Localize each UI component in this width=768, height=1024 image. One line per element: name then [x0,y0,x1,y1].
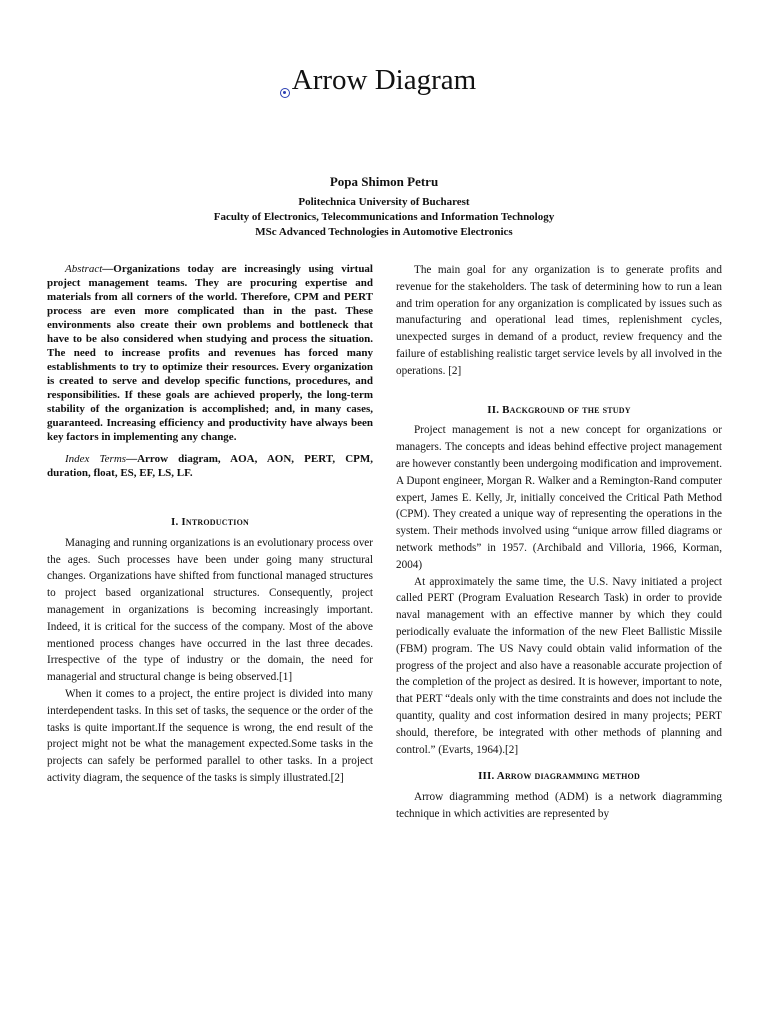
background-paragraph-2: At approximately the same time, the U.S. Navy initiated a project called PERT (Program Evaluation Research Task) in order to provide naval management with an effective manner by which they could periodically evaluate the information of the new Fleet Ballistic Missile (FBM) program. The US Navy could obtain valid information of the progress of the project and also have a reasonable accurate projection of the completion of the project as desired. It is however, important to note, that PERT “deals only with the time constraints and does not include the quantity, quality and cost information desired in many projects; PERT should, therefore, be integrated with other methods of planning and control.” (Evarts, 1964).[2] [396,575,722,756]
paper-title [292,64,476,97]
affiliation-faculty: Faculty of Electronics, Telecommunications and Information Technology [213,211,555,223]
abstract-text: —Organizations today are increasingly using virtual project management teams. They are procuring expertise and materials from all corners of the world. Therefore, CPM and PERT process are even more complicated than in the past. These environments also create their own problems and bottleneck that have to be also considered when studying and process the situation. The need to increase profits and revenues has forced many establishments to try to optimize their resources. Every organization is created to serve and develop specific functions, procedures, and responsibilities. If these goals are achieved properly, the long-term stability of the organization is accomplished; and, in many cases, guaranteed. Increasing efficiency and productivity have always been key factors in implementing any change. [47,263,373,443]
section-heading-arrow-diagramming: III. Arrow diagramming method [478,770,640,783]
intro-paragraph-1: Managing and running organizations is an evolutionary process over the ages. Such processes have been under going many structural changes. Organizations have shifted from functional managed structures to project based organizational structures. Consequently, project management in organizations is becoming increasingly important. Indeed, it is critical for the success of the company. Most of the above mentioned process changes have occurred in the last three decades. Irrespective of the type of industry or the domain, the need for managerial and structural change is being observed.[1] [47,536,373,684]
abstract [47,262,373,444]
index-terms [47,452,373,480]
author-block [0,174,768,240]
affiliation-program: MSc Advanced Technologies in Automotive Electronics [255,226,513,238]
abstract-lead: Abstract [65,263,103,275]
index-terms-text: —Arrow diagram, AOA, AON, PERT, CPM, duration, float, ES, EF, LS, LF. [47,453,373,479]
section-heading-background: II. Background of the study [487,403,631,416]
left-column [47,262,373,787]
section-heading-introduction: I. Introduction [171,516,249,528]
goal-paragraph: The main goal for any organization is to generate profits and revenue for the stakeholders. The task of determining how to run a lean and trim operation for any organization is complicated by issues such as manufacturing and operational lead times, replenishment cycles, unexpected surges in demand of a product, review frequency and the failure of establishing realistic target service levels by all involved in the operations. [2] [396,264,722,377]
anchor-icon[interactable] [280,88,290,98]
adm-paragraph-1: Arrow diagramming method (ADM) is a network diagramming technique in which activities are represented by [396,791,722,820]
background-paragraph-1: Project management is not a new concept for organizations or managers. The concepts and ideas behind effective project management are however constantly been undergoing modification and improvement. A Dupont engineer, Morgan R. Walker and a Remington-Rand computer expert, James E. Kelly, Jr, initially conceived the Critical Path Method (CPM). They created a unique way of representing the operations in the system. Their methods involved using “unique arrow filled diagrams or network methods” in 1957. (Archibald and Villoria, 1966, Korman, 2004) [396,424,722,571]
affiliation-university: Politechnica University of Bucharest [298,196,470,208]
intro-paragraph-2: When it comes to a project, the entire project is divided into many interdependent tasks. In this set of tasks, the sequence or the order of the tasks is quite important.If the sequence is wrong, the end result of the project might not be what the management expected.Some tasks in the projects can safely be performed parallel to other tasks. In a project activity diagram, the sequence of the tasks is simply illustrated.[2] [47,687,373,784]
paper-title-text: Arrow Diagram [291,64,477,96]
author-name: Popa Shimon Petru [329,174,439,189]
title-block [0,64,768,97]
right-column [396,262,722,823]
index-terms-lead: Index Terms [65,453,127,465]
